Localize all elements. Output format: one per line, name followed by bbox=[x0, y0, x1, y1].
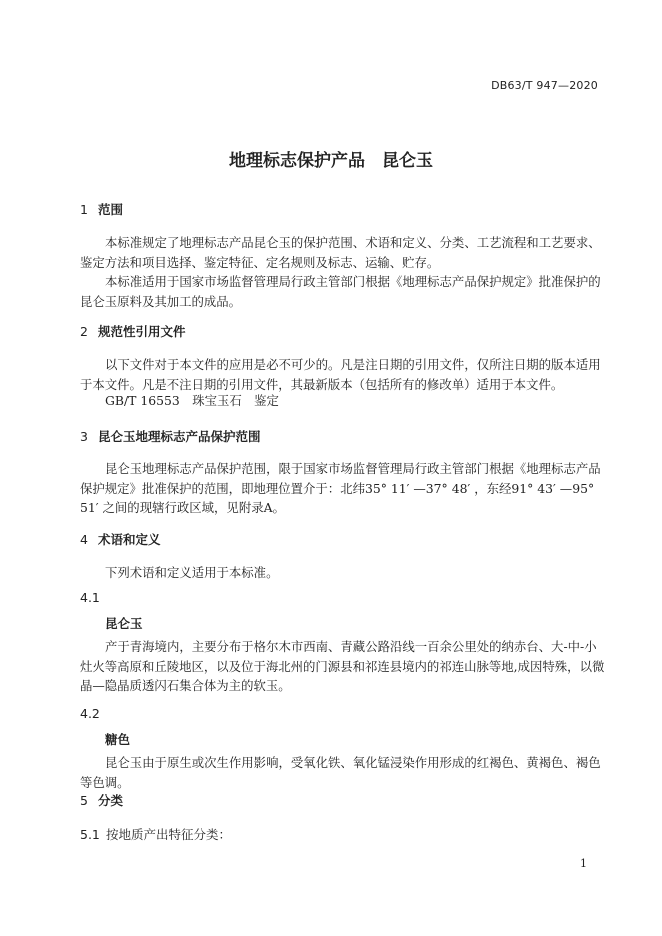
section-3-paragraph: 昆仑玉地理标志产品保护范围，限于国家市场监督管理局行政主管部门根据《地理标志产品保护规定》批准保护的范围，即地理位置介于：北纬35° 11′ —37° 48′ ，东经91° 43′ —95° 51′ 之间的现辖行政区域，见附录A。 bbox=[80, 461, 601, 515]
term-4-1-title: 昆仑玉 bbox=[105, 616, 143, 631]
term-4-2-number: 4.2 bbox=[80, 706, 100, 721]
normative-reference: GB/T 16553 珠宝玉石 鉴定 bbox=[105, 393, 279, 408]
section-4-heading bbox=[80, 530, 161, 548]
section-1-heading bbox=[80, 200, 123, 218]
section-title: 术语和定义 bbox=[98, 532, 161, 547]
section-number: 1 bbox=[80, 202, 88, 217]
term-4-1-definition: 产于青海境内，主要分布于格尔木市西南、青藏公路沿线一百余公里处的纳赤台、大-中-小灶火等高原和丘陵地区，以及位于海北州的门源县和祁连县境内的祁连山脉等地,成因特殊，以微晶—隐晶质透闪石集合体为主的软玉。 bbox=[80, 639, 605, 693]
section-1-paragraph-1: 本标准规定了地理标志产品昆仑玉的保护范围、术语和定义、分类、工艺流程和工艺要求、鉴定方法和项目选择、鉴定特征、定名规则及标志、运输、贮存。 bbox=[80, 235, 601, 270]
page-number: 1 bbox=[580, 857, 587, 870]
section-title: 规范性引用文件 bbox=[98, 324, 186, 339]
section-number: 5 bbox=[80, 793, 88, 808]
document-code: DB63/T 947—2020 bbox=[491, 79, 598, 92]
section-2-paragraph: 以下文件对于本文件的应用是必不可少的。凡是注日期的引用文件，仅所注日期的版本适用于本文件。凡是不注日期的引用文件，其最新版本（包括所有的修改单）适用于本文件。 bbox=[80, 357, 601, 392]
section-number: 3 bbox=[80, 429, 88, 444]
subsection-text: 按地质产出特征分类： bbox=[106, 827, 232, 842]
page-title: 地理标志保护产品 昆仑玉 bbox=[229, 151, 433, 171]
term-4-1-number: 4.1 bbox=[80, 590, 100, 605]
section-1-paragraph-2: 本标准适用于国家市场监督管理局行政主管部门根据《地理标志产品保护规定》批准保护的昆仑玉原料及其加工的成品。 bbox=[80, 274, 601, 309]
section-number: 4 bbox=[80, 532, 88, 547]
section-title: 分类 bbox=[98, 793, 124, 808]
section-5-heading bbox=[80, 791, 123, 809]
term-4-2-definition: 昆仑玉由于原生或次生作用影响，受氧化铁、氧化锰浸染作用形成的红褐色、黄褐色、褐色等色调。 bbox=[80, 755, 601, 790]
section-2-heading bbox=[80, 322, 186, 340]
section-3-heading bbox=[80, 427, 261, 445]
subsection-5-1 bbox=[80, 825, 231, 843]
subsection-number: 5.1 bbox=[80, 827, 100, 842]
section-number: 2 bbox=[80, 324, 88, 339]
section-title: 范围 bbox=[98, 202, 124, 217]
section-4-paragraph: 下列术语和定义适用于本标准。 bbox=[105, 565, 279, 580]
section-title: 昆仑玉地理标志产品保护范围 bbox=[98, 429, 261, 444]
term-4-2-title: 糖色 bbox=[105, 732, 131, 747]
